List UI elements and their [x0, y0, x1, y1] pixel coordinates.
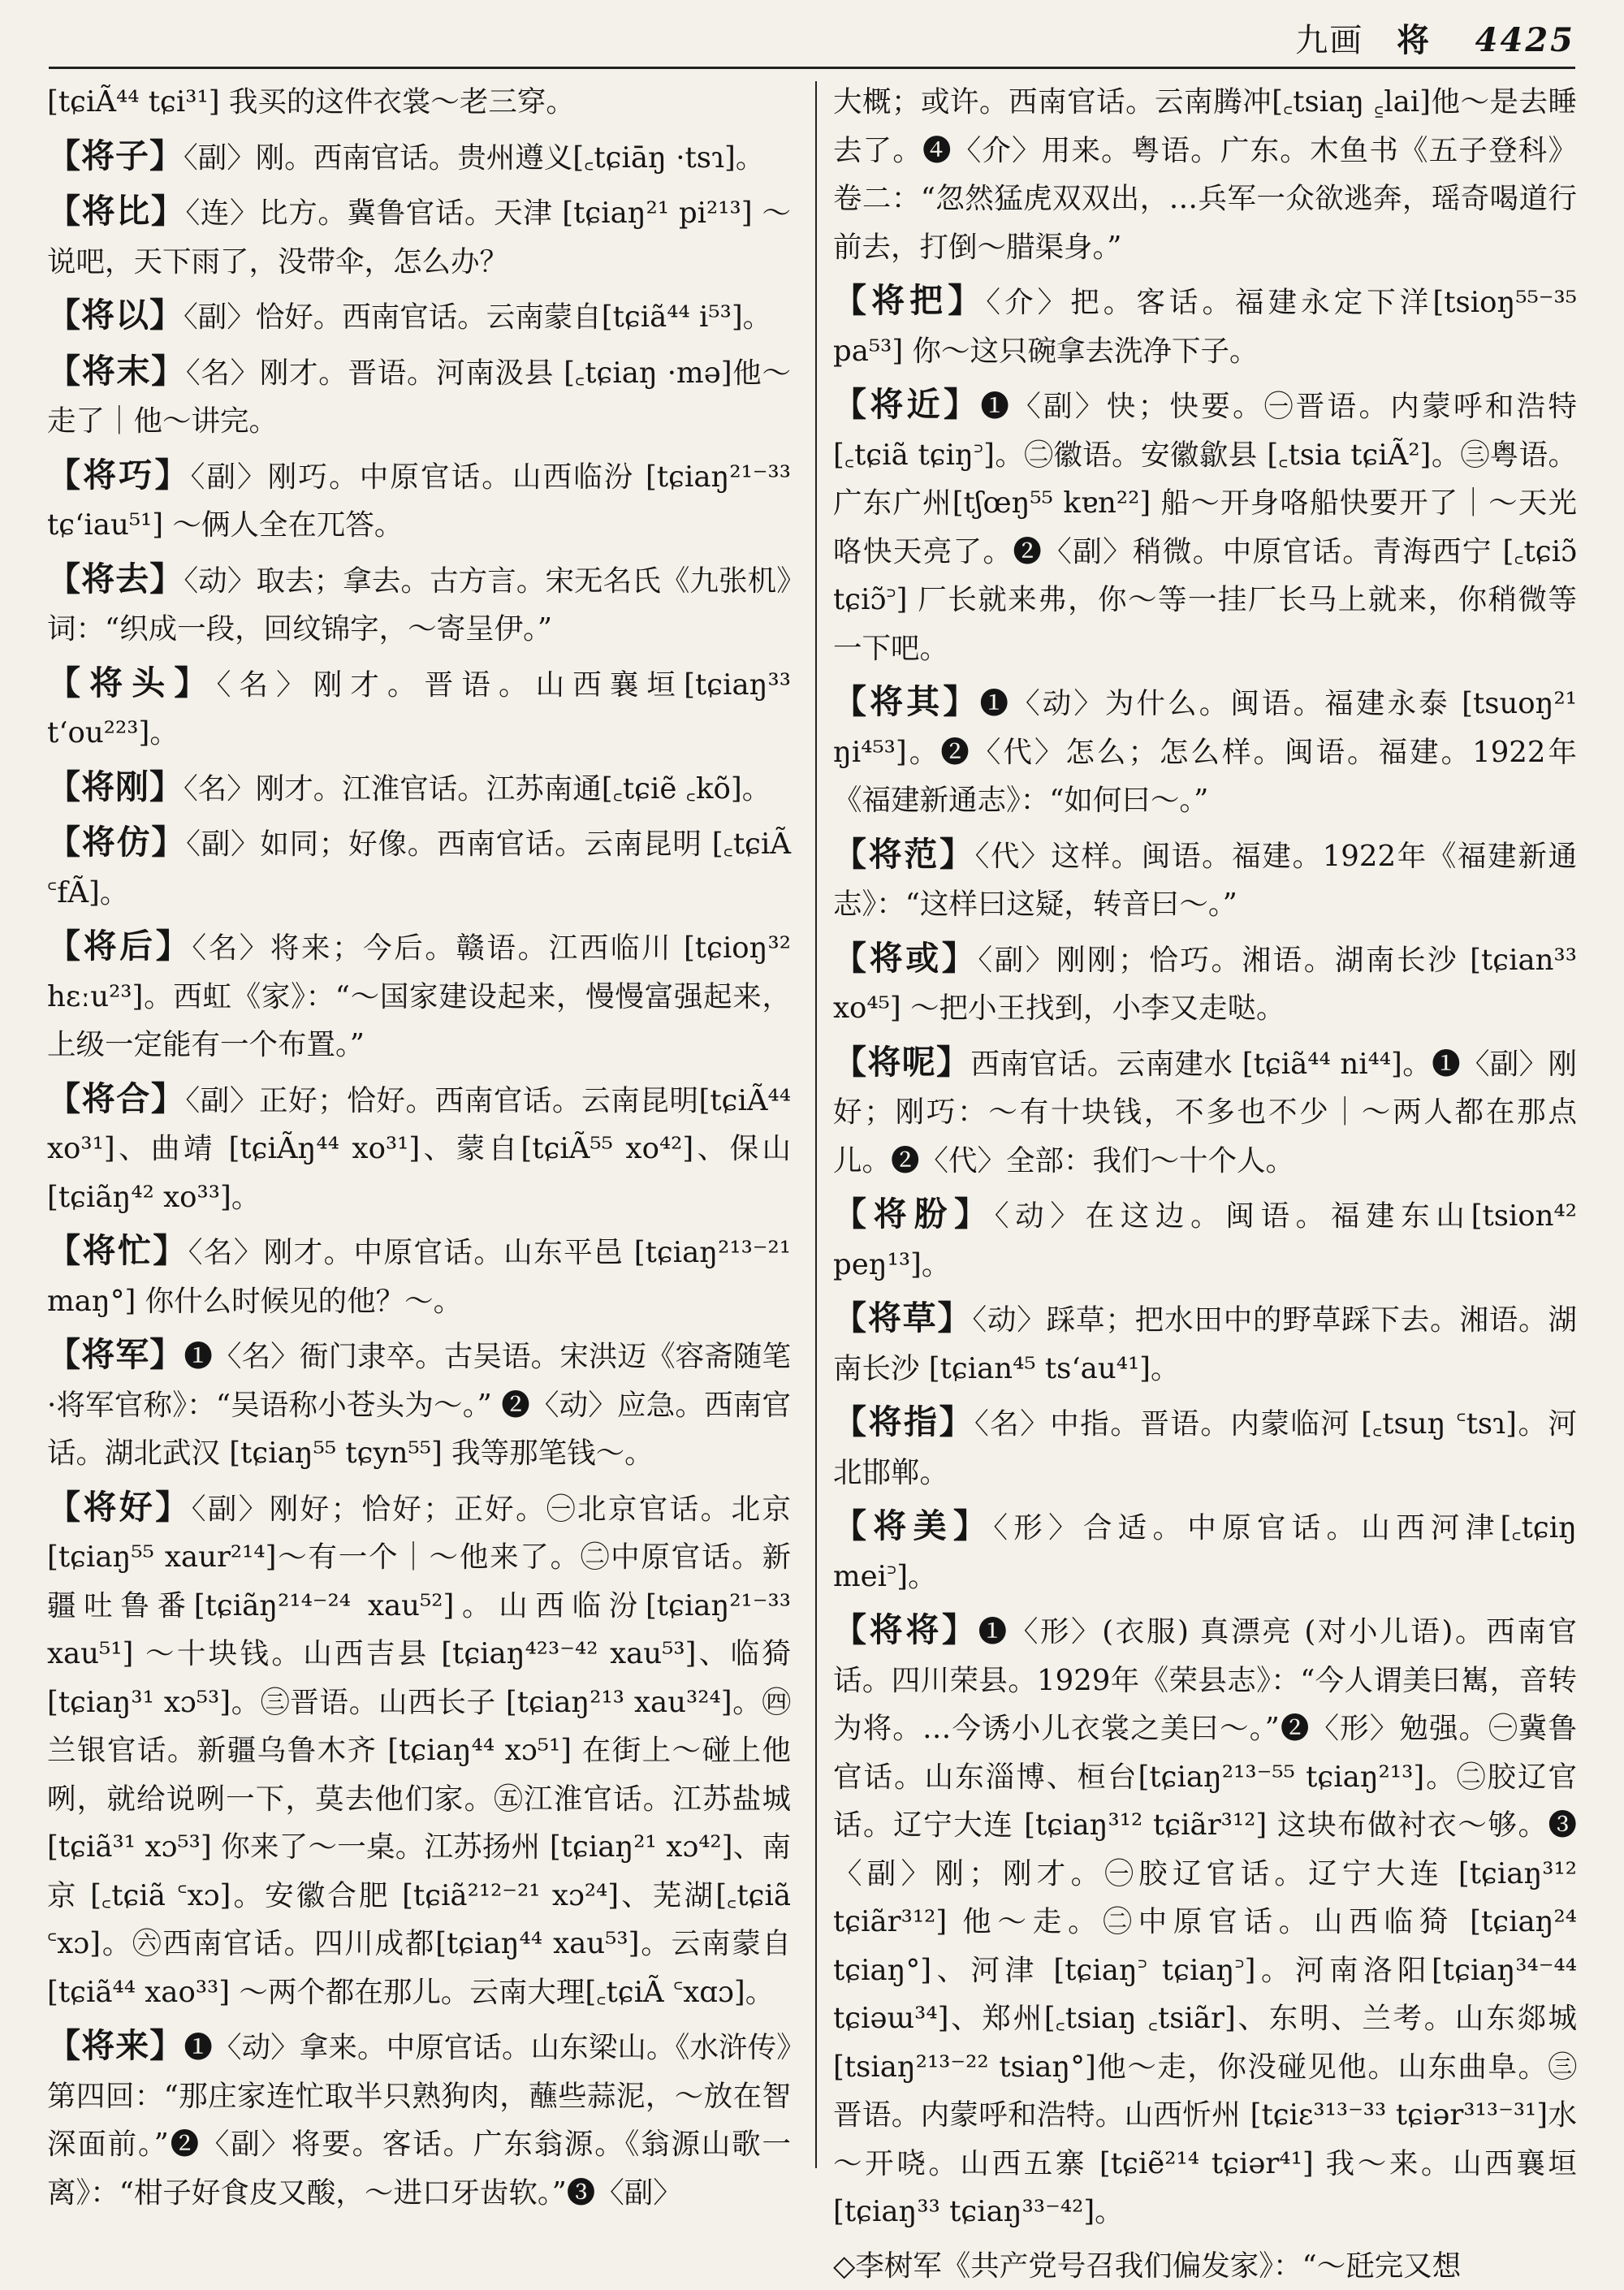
headword: 【将将】 — [833, 1610, 978, 1649]
entry: 【将来】❶〈动〉拿来。中原官话。山东梁山。《水浒传》第四回：“那庄家连忙取半只熟狗肉，蘸些蒜泥，～放在智深面前。”❷〈副〉将要。客话。广东翁源。《翁源山歌一离》：“柑子好食皮又酸，～进口牙齿软。”❸〈副〉 — [47, 2022, 791, 2217]
entry: ◇李树军《共产党号召我们偏发家》：“～瓩完又想 — [833, 2242, 1577, 2290]
headword: 【将后】 — [47, 927, 192, 966]
entry: 【将仿】〈副〉如同；好像。西南官话。云南昆明 [꜀tɕiÃ ꜂fÃ]。 — [47, 819, 791, 917]
headword: 【将呢】 — [833, 1043, 970, 1082]
entry: 【将近】❶〈副〉快；快要。㊀晋语。内蒙呼和浩特 [꜀tɕiã tɕiŋ꜄]。㊁徽语。安徽歙县 [꜀tsia tɕiÃ²]。㊂粤语。广东广州[tʃœŋ⁵⁵ kɐn²²] 船～开身咯船快要开了｜～天光咯快天亮了。❷〈副〉稍微。中原官话。青海西宁 [꜀tɕiɔ̃ tɕiɔ̃꜄] 厂长就来弗，你～等一挂厂长马上就来，你稍微等一下吧。 — [833, 381, 1577, 672]
entry: 【将范】〈代〉这样。闽语。福建。1922年《福建新通志》：“这样曰这疑，转音曰～。” — [833, 831, 1577, 929]
entry: 【将好】〈副〉刚好；恰好；正好。㊀北京官话。北京 [tɕiaŋ⁵⁵ xaur²¹⁴]～有一个｜～他来了。㊁中原官话。新疆吐鲁番[tɕiãŋ²¹⁴⁻²⁴ xau⁵²]。山西临汾[tɕiaŋ²¹⁻³³ xau⁵¹] ～十块钱。山西吉县 [tɕiaŋ⁴²³⁻⁴² xau⁵³]、临猗 [tɕiaŋ³¹ xɔ⁵³]。㊂晋语。山西长子 [tɕiaŋ²¹³ xau³²⁴]。㊃兰银官话。新疆乌鲁木齐 [tɕiaŋ⁴⁴ xɔ⁵¹] 在街上～碰上他咧，就给说咧一下，莫去他们家。㊄江淮官话。江苏盐城 [tɕiã³¹ xɔ⁵³] 你来了～一桌。江苏扬州 [tɕiaŋ²¹ xɔ⁴²]、南京 [꜀tɕiã ꜂xɔ]。安徽合肥 [tɕiã²¹²⁻²¹ xɔ²⁴]、芜湖[꜀tɕiã ꜂xɔ]。㊅西南官话。四川成都[tɕiaŋ⁴⁴ xau⁵³]。云南蒙自[tɕiã⁴⁴ xao³³] ～两个都在那儿。云南大理[꜀tɕiÃ ꜂xɑɔ]。 — [47, 1484, 791, 2017]
entry: 【将头】〈名〉刚才。晋语。山西襄垣[tɕiaŋ³³ tʻou²²³]。 — [47, 659, 791, 758]
entry: 【将呢】西南官话。云南建水 [tɕiã⁴⁴ ni⁴⁴]。❶〈副〉刚好；刚巧：～有十块钱，不多也不少｜～两人都在那点儿。❷〈代〉全部：我们～十个人。 — [833, 1039, 1577, 1186]
headword: 【将其】 — [833, 682, 979, 721]
page-number: 4425 — [1475, 21, 1575, 59]
left-column — [47, 78, 791, 2173]
headword: 【将刚】 — [47, 767, 184, 806]
entry: 【将比】〈连〉比方。冀鲁官话。天津 [tɕiaŋ²¹ pi²¹³] ～说吧，天下雨了，没带伞，怎么办？ — [47, 188, 791, 286]
entry: 【将军】❶〈名〉衙门隶卒。古吴语。宋洪迈《容斋随笔·将军官称》：“吴语称小苍头为～。” ❷〈动〉应急。西南官话。湖北武汉 [tɕiaŋ⁵⁵ tɕyn⁵⁵] 我等那笔钱～。 — [47, 1331, 791, 1478]
headword: 【将去】 — [47, 560, 184, 598]
headword: 【将仿】 — [47, 823, 186, 862]
entry: 【将子】〈副〉刚。西南官话。贵州遵义[꜀tɕiāŋ ·tsɿ]。 — [47, 132, 791, 183]
headword: 【将好】 — [47, 1488, 192, 1527]
entry: 【将后】〈名〉将来；今后。赣语。江西临川 [tɕioŋ³² hɛːu²³]。西虹《家》：“～国家建设起来，慢慢富强起来，上级一定能有一个布置。” — [47, 922, 791, 1069]
headword: 【将把】 — [833, 281, 986, 320]
entry: 【将将】❶〈形〉(衣服) 真漂亮 (对小儿语)。西南官话。四川荣县。1929年《荣县志》：“今人谓美曰嶲，音转为将。…今诱小儿衣裳之美曰～。”❷〈形〉勉强。㊀冀鲁官话。山东淄博、桓台[tɕiaŋ²¹³⁻⁵⁵ tɕiaŋ²¹³]。㊁胶辽官话。辽宁大连 [tɕiaŋ³¹² tɕiãr³¹²] 这块布做衬衣～够。❸〈副〉刚；刚才。㊀胶辽官话。辽宁大连 [tɕiaŋ³¹² tɕiãr³¹²] 他～走。㊁中原官话。山西临猗 [tɕiaŋ²⁴ tɕiaŋ°]、河津 [tɕiaŋ꜄ tɕiaŋ꜄]。河南洛阳[tɕiaŋ³⁴⁻⁴⁴ tɕiəɯ³⁴]、郑州[꜀tsiaŋ ꜀tsiãr]、东明、兰考。山东郯城 [tsiaŋ²¹³⁻²² tsiaŋ°]他～走，你没碰见他。山东曲阜。㊂晋语。内蒙呼和浩特。山西忻州 [tɕiɛ³¹³⁻³³ tɕiər³¹³⁻³¹]水～开哓。山西五寨 [tɕiẽ²¹⁴ tɕiər⁴¹] 我～来。山西襄垣 [tɕiaŋ³³ tɕiaŋ³³⁻⁴²]。 — [833, 1606, 1577, 2236]
headword: 【将末】 — [47, 352, 186, 391]
header-rule — [49, 67, 1575, 69]
entry: 【将去】〈动〉取去；拿去。古方言。宋无名氏《九张机》词：“织成一段，回纹锦字，～寄呈伊。” — [47, 555, 791, 654]
headword: 【将指】 — [833, 1402, 974, 1441]
headword: 【将忙】 — [47, 1231, 188, 1270]
entry: 【将以】〈副〉恰好。西南官话。云南蒙自[tɕiã⁴⁴ i⁵³]。 — [47, 292, 791, 342]
headword: 【将或】 — [833, 939, 978, 978]
entry: [tɕiÃ⁴⁴ tɕi³¹] 我买的这件衣裳～老三穿。 — [47, 78, 791, 127]
entry: 【将其】❶〈动〉为什么。闽语。福建永泰 [tsuoŋ²¹ ŋi⁴⁵³]。❷〈代〉怎么；怎么样。闽语。福建。1922年《福建新通志》：“如何曰～。” — [833, 678, 1577, 825]
entry: 【将肦】〈动〉在这边。闽语。福建东山[tsion⁴² peŋ¹³]。 — [833, 1190, 1577, 1289]
header-right — [1295, 15, 1575, 61]
headword: 【将来】 — [47, 2026, 184, 2065]
entry: 【将指】〈名〉中指。晋语。内蒙临河 [꜀tsuŋ ꜂tsɿ]。河北邯郸。 — [833, 1398, 1577, 1497]
headword: 【将近】 — [833, 385, 980, 424]
entry: 【将合】〈副〉正好；恰好。西南官话。云南昆明[tɕiÃ⁴⁴ xo³¹]、曲靖 [tɕiÃŋ⁴⁴ xo³¹]、蒙自[tɕiÃ⁵⁵ xo⁴²]、保山 [tɕiãŋ⁴² xo³³]。 — [47, 1075, 791, 1222]
page-header — [49, 15, 1575, 67]
entry: 【将刚】〈名〉刚才。江淮官话。江苏南通[꜀tɕiẽ ꜀kõ]。 — [47, 763, 791, 814]
entry: 大概；或许。西南官话。云南腾冲[꜀tsiaŋ ꜁lai]他～是去睡去了。❹〈介〉用来。粤语。广东。木鱼书《五子登科》卷二：“忽然猛虎双双出，…兵军一众欲逃奔，瑶奇喝道行前去，打倒～腊渠身。” — [833, 78, 1577, 271]
headword: 【将范】 — [833, 835, 975, 874]
section-label: 九画 — [1295, 22, 1363, 59]
entry: 【将或】〈副〉刚刚；恰巧。湘语。湖南长沙 [tɕian³³ xo⁴⁵] ～把小王找到，小李又走哒。 — [833, 935, 1577, 1033]
entry: 【将草】〈动〉踩草；把水田中的野草踩下去。湘语。湖南长沙 [tɕian⁴⁵ tsʻau⁴¹]。 — [833, 1294, 1577, 1393]
headword: 【将比】 — [47, 192, 185, 231]
entry: 【将美】〈形〉合适。中原官话。山西河津[꜀tɕiŋ mei꜄]。 — [833, 1502, 1577, 1601]
entry: 【将把】〈介〉把。客话。福建永定下洋[tsioŋ⁵⁵⁻³⁵ pa⁵³] 你～这只碗拿去洗净下子。 — [833, 277, 1577, 375]
headword: 【将美】 — [833, 1506, 993, 1545]
headword: 【将草】 — [833, 1298, 972, 1337]
right-column — [833, 78, 1577, 2173]
headword: 【将头】 — [47, 663, 217, 702]
headword: 【将以】 — [47, 296, 184, 335]
headword: 【将巧】 — [47, 456, 191, 495]
headword: 【将肦】 — [833, 1195, 995, 1234]
entry: 【将巧】〈副〉刚巧。中原官话。山西临汾 [tɕiaŋ²¹⁻³³ tɕʻiau⁵¹] ～俩人全在兀答。 — [47, 452, 791, 550]
entry: 【将忙】〈名〉刚才。中原官话。山东平邑 [tɕiaŋ²¹³⁻²¹ maŋ°] 你什么时候见的他？～。 — [47, 1227, 791, 1325]
head-character: 将 — [1397, 21, 1431, 59]
headword: 【将合】 — [47, 1079, 185, 1118]
column-divider — [815, 81, 817, 2168]
headword: 【将子】 — [47, 136, 184, 175]
headword: 【将军】 — [47, 1335, 184, 1374]
entry: 【将末】〈名〉刚才。晋语。河南汲县 [꜀tɕiaŋ ·mə]他～走了｜他～讲完。 — [47, 348, 791, 446]
